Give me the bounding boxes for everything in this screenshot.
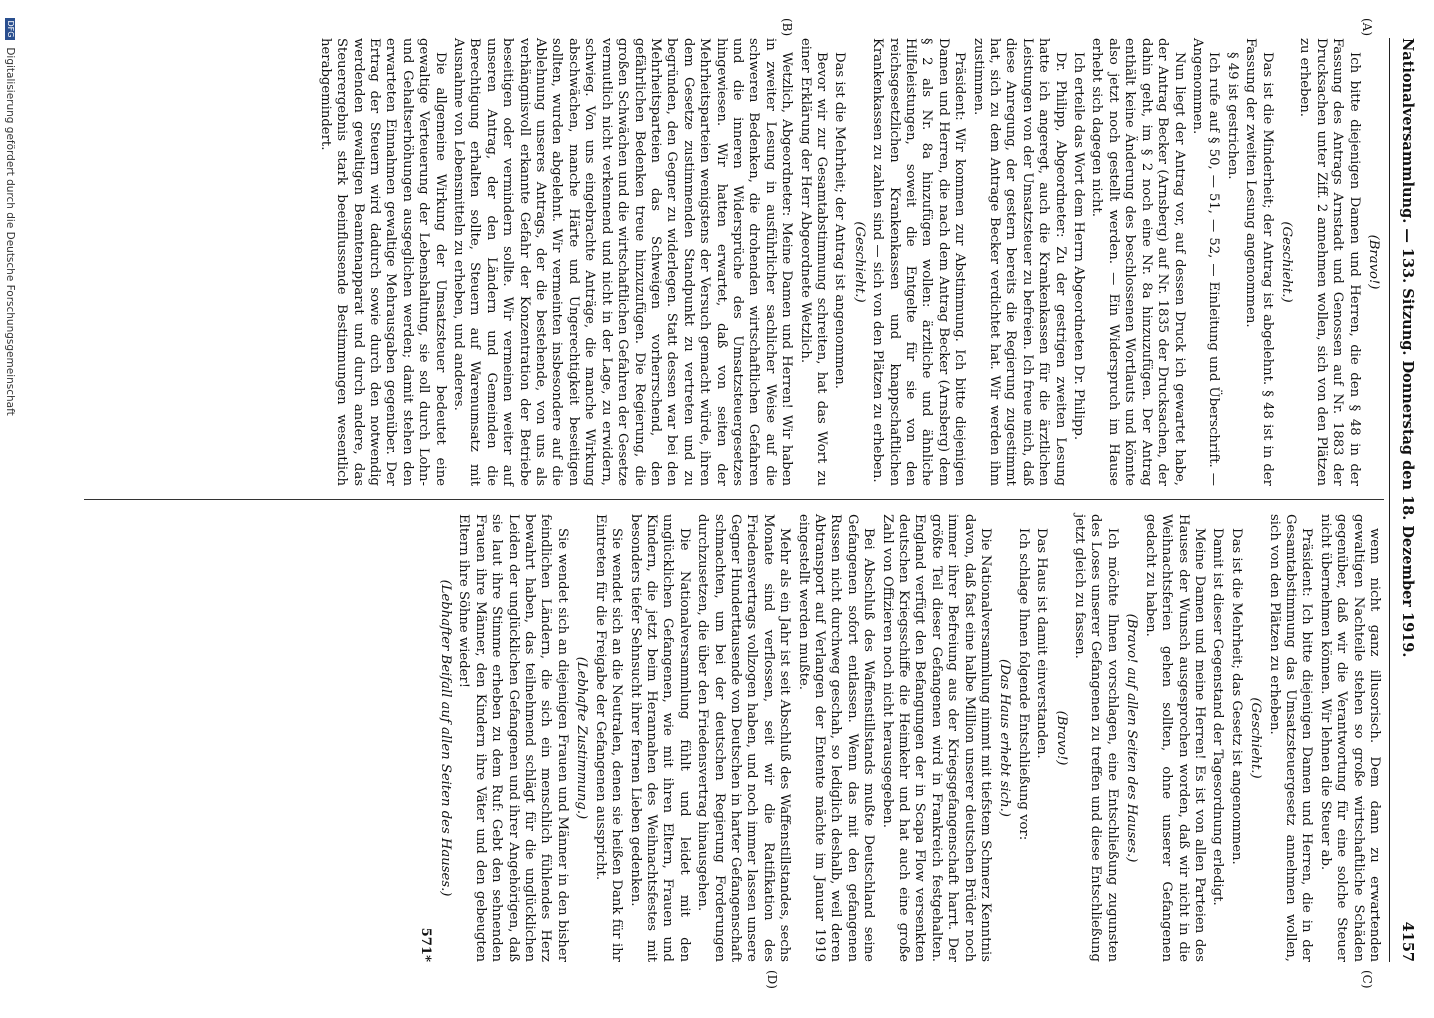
margin-tag-b: (B) xyxy=(780,18,794,37)
paragraph: Die allgemeine Wirkung der Umsatzsteuer bedeutet eine gewaltige Verteuerung der Lebenshaltung, sie soll durch Lohn- und Gehaltserhöhungen ausgeglichen werden; damit stehen den erwarteten Einnahmen gewaltige Mehrausgaben gegenüber. Der Ertrag der Steuern wird dadurch sowie durch den notwendig werdenden gewaltigen Beamtenapparat und durch andere, das Steuerergebnis stark beeinflussende Bestimmungen wesentlich herabgemindert. xyxy=(317,38,448,486)
paragraph: Nun liegt der Antrag vor, auf dessen Druck ich gewartet habe, der Antrag Becker (Arnsberg) auf Nr. 1835 der Drucksachen, der dahin geht, im § 2 noch eine Nr. 8a hinzuzufügen. Der Antrag enthält keine Änderung des beschlossenen Wortlauts und könnte also jetzt noch gestellt werden. — Ein Widerspruch im Hause erhebt sich dagegen nicht. xyxy=(1089,38,1187,486)
paragraph: Ich rufe auf § 50, — 51, — 52, — Einleitung und Überschrift. — Angenommen. xyxy=(1189,38,1222,486)
margin-tag-c: (C) xyxy=(1360,970,1374,989)
stage-direction: (Bravo!) xyxy=(1053,710,1069,766)
paragraph: Damit ist dieser Gegenstand der Tagesordnung erledigt. xyxy=(1210,528,1226,906)
header-title: Nationalversammlung. — 133. Sitzung. Donnerstag den 18. Dezember 1919. xyxy=(1399,38,1416,658)
paragraph: Ich schlage Ihnen folgende Entschließung vor: xyxy=(1015,528,1031,841)
paragraph: Das ist die Mehrheit; das Gesetz ist angenommen. xyxy=(1228,528,1244,865)
paragraph: wenn nicht ganz illusorisch. Dem dann zu erwartenden gewaltigen Nachteile stehen so große wirtschaftliche Schäden gegenüber, daß wir die Verantwortung für eine solche Steuer nicht übernehmen können. Wir lehnen die Steuer ab. xyxy=(1317,514,1382,962)
margin-tag-a: (A) xyxy=(1360,18,1374,37)
digitization-footer xyxy=(4,0,16,1018)
margin-tag-d: (D) xyxy=(765,970,779,989)
paragraph: Die Nationalversammlung fühlt und leidet mit den unglücklichen Gefangenen, wie mit ihren Eltern, Frauen und Kindern, die jetzt beim Herannahen des Weihnachtsfestes mit besonders tiefer Sehnsucht ihrer fernen Lieben gedenken. xyxy=(627,514,692,962)
paragraph: Bei Abschluß des Waffenstillstands mußte Deutschland seine Gefangenen sofort entlassen. Wenn das mit den gefangenen Russen nicht durchweg geschah, so lediglich deshalb, weil deren Abtransport auf Verlangen der Entente mächte im Januar 1919 eingestellt werden mußte. xyxy=(795,514,877,962)
stage-direction: (Lebhafter Beifall auf allen Seiten des Hauses.) xyxy=(438,579,454,897)
paragraph: Ich möchte Ihnen vorschlagen, eine Entschließung zugunsten des Loses unserer Gefangenen zu treffen und diese Entschließung jetzt gleich zu fassen. xyxy=(1072,514,1120,962)
paragraph: Ich erteile das Wort dem Herrn Abgeordneten Dr. Philipp. xyxy=(1071,52,1087,441)
paragraph: Das ist die Minderheit; der Antrag ist abgelehnt. § 48 ist in der Fassung der zweiten Lesung angenommen. xyxy=(1243,38,1275,486)
paragraph: Dr. Philipp, Abgeordneter: Zu der gestrigen zweiten Lesung hatte ich angeregt, auch die Krankenkassen für die ärztlichen Leistungen von der Umsatzsteuer zu befreien. Ich freue mich, daß diese Anregung, der gestern bereits die Regierung zugestimmt hat, sich zu dem Antrage Becker verdichtet hat. Wir werden ihm zustimmen. xyxy=(970,38,1068,486)
paragraph: Ich bitte diejenigen Damen und Herren, die den § 48 in der Fassung des Antrags Arnstadt und Genossen auf Nr. 1883 der Drucksachen unter Ziff. 2 annehmen wollen, sich von den Plätzen zu erheben. xyxy=(1297,38,1362,486)
paragraph: Bevor wir zur Gesamtabstimmung schreiten, hat das Wort zu einer Erklärung der Herr Abgeordnete Wetzlich. xyxy=(797,38,829,486)
stage-direction: (Geschieht.) xyxy=(851,221,867,303)
paragraph: Mehr als ein Jahr ist seit Abschluß des Waffenstillstandes, sechs Monate sind verflossen, seit wir die Ratifikation des Friedensvertrags vollzogen haben, und noch immer lassen unsere Gegner Hunderttausende von Deutschen in harter Gefangenschaft schmachten, um bei der deutschen Regierung Forderungen durchzusetzen, die über den Friedensvertrag hinausgehen. xyxy=(695,514,793,962)
left-column xyxy=(314,38,1382,486)
paragraph: Sie wendet sich an die Neutralen, denen sie heißen Dank für ihr Eintreten für die Freigabe der Gefangenen ausspricht. xyxy=(592,514,625,962)
paragraph: Die Nationalversammlung nimmt mit tiefstem Schmerz Kenntnis davon, daß fast eine halbe Million unserer deutschen Brüder noch immer ihrer Befreiung aus der Kriegsgefangenschaft harrt. Der größte Teil dieser Gefangenen wird in Frankreich festgehalten. England verfügt den Befangungen der in Scapa Flow versenkten deutschen Kriegsschiffe die Heimkehr und hat auch eine große Zahl von Offizieren noch nicht herausgegeben. xyxy=(879,514,994,962)
paragraph: Präsident: Ich bitte diejenigen Damen und Herren, die in der Gesamtabstimmung das Umsatzsteuergesetz annehmen wollen, sich von den Plätzen zu erheben. xyxy=(1266,514,1315,962)
stage-direction: (Bravo! auf allen Seiten des Hauses.) xyxy=(1124,613,1140,863)
right-column xyxy=(414,514,1382,962)
paragraph: Das ist die Mehrheit; der Antrag ist angenommen. xyxy=(832,52,848,389)
dfg-logo: DFG xyxy=(5,18,15,40)
paragraph: § 49 ist gestrichen. xyxy=(1224,52,1240,180)
page-header xyxy=(1392,38,1416,962)
paragraph: Das Haus ist damit einverstanden. xyxy=(1034,528,1050,759)
paragraph: Meine Damen und meine Herren! Es ist von allen Parteien des Hauses der Wunsch ausgesprochen worden, daß wir nicht in die Weihnachtsferien gehen sollten, ohne unserer Gefangenen gedacht zu haben. xyxy=(1142,514,1207,962)
signature-mark: 571* xyxy=(417,927,433,962)
stage-direction: (Bravo!) xyxy=(1366,234,1381,290)
page-number: 4157 xyxy=(1399,921,1416,962)
header-rule xyxy=(1389,38,1390,962)
stage-direction: (Lebhafte Zustimmung.) xyxy=(574,656,590,820)
stage-direction: (Das Haus erhebt sich.) xyxy=(997,659,1013,817)
paragraph: Wetzlich, Abgeordneter: Meine Damen und Herren! Wir haben in zweiter Lesung in ausführlicher sachlicher Weise auf die schweren Bedenken, die drohenden wirtschaftlichen Gefahren und die inneren Widersprüche des Umsatzsteuergesetzes hingewiesen. Wir hatten erwartet, daß von seiten der Mehrheitsparteien wenigstens der Versuch gemacht würde, ihren dem Gesetze zustimmenden Standpunkt zu vertreten und zu begründen, den Gegner zu widerlegen. Statt dessen war bei den Mehrheitsparteien das Schweigen vorherrschend, den gefährlichen Bedenken treue hinzuzufügen. Die Regierung, die großen Schwächen und die wirtschaftlichen Gefahren der Gesetze vermutlich nicht verkennend und nicht in der Lage, zu erwidern, schwieg. Von uns eingebrachte Anträge, die manche Wirkung abschwächen, manche Härte und Ungerechtigkeit beseitigen sollten, wurden abgelehnt. Wir vermeinten insbesondere auf die Ablehnung unseres Antrags, der die bestehende, von uns als verhängnisvoll erkannte Gefahr der Konzentration der Betriebe beseitigen oder vermindern sollte. Wir vermeinen weiter auf unseren Antrag, der den Ländern und Gemeinden die Berechtigung erhalten sollte, Steuern auf Warenumsatz mit Ausnahme von Lebensmitteln zu erheben, und anderes. xyxy=(451,38,795,486)
stage-direction: (Geschieht.) xyxy=(1248,697,1264,779)
stage-direction: (Geschieht.) xyxy=(1278,221,1294,303)
paragraph: Sie wendet sich an diejenigen Frauen und Männer in den bisher feindlichen Ländern, die sich ein menschlich fühlendes Herz bewahrt haben, das teilnehmend schlägt für die unglücklichen Leiden der unglücklichen Gefangenen und ihrer Angehörigen, daß sie laut ihre Stimme erheben zu dem Ruf: Gebt den sehnenden Frauen ihre Männer, den Kindern ihre Väter und den gebeugten Eltern ihre Söhne wieder! xyxy=(456,514,570,962)
column-divider xyxy=(84,499,1384,500)
digitization-note: Digitalisierung gefördert durch die Deutsche Forschungsgemeinschaft xyxy=(4,47,16,416)
paragraph: Präsident: Wir kommen zur Abstimmung. Ich bitte diejenigen Damen und Herren, die nach dem Antrag Becker (Arnsberg) dem § 2 als Nr. 8a hinzufügen wollen: ärztliche und ähnliche Hilfeleistungen, soweit die Entgelte für sie von den reichsgesetzlichen Krankenkassen und knappschaftlichen Krankenkassen zu zahlen sind — sich von den Plätzen zu erheben. xyxy=(870,38,968,486)
